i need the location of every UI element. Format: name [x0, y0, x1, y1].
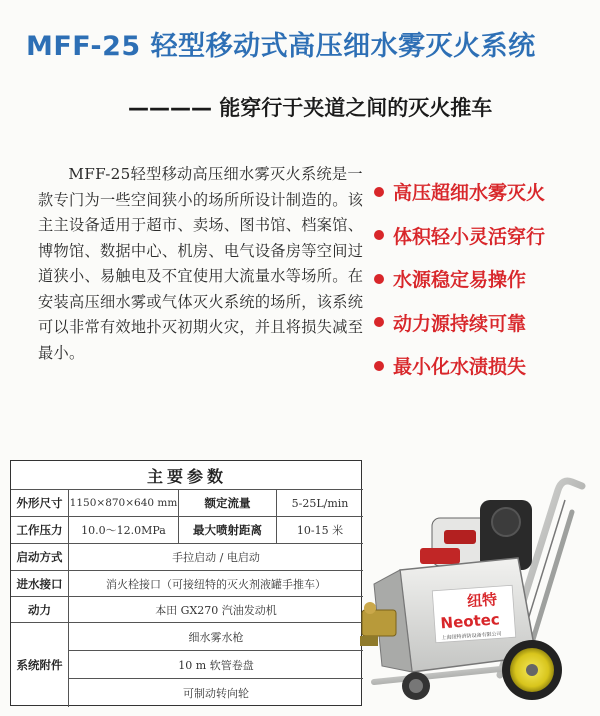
- spec-label-start: 启动方式: [11, 544, 69, 571]
- spec-value-power: 本田 GX270 汽油发动机: [69, 597, 363, 623]
- spec-label-inlet: 进水接口: [11, 571, 69, 597]
- feature-item: [374, 301, 545, 345]
- spec-value-start: 手拉启动 / 电启动: [69, 544, 363, 571]
- bullet-icon: [374, 274, 384, 284]
- feature-text: 动力源持续可靠: [393, 312, 527, 335]
- spec-table: [10, 460, 362, 706]
- feature-item: [374, 170, 545, 214]
- spec-label-size: 外形尺寸: [11, 490, 69, 517]
- feature-text: 水源稳定易操作: [393, 269, 527, 292]
- spec-label-flow: 额定流量: [179, 490, 277, 517]
- spec-value-inlet: 消火栓接口（可接纽特的灭火剂液罐手推车）: [69, 571, 363, 597]
- spec-accessory-item: 10 m 软管卷盘: [69, 651, 363, 679]
- logo-cn: 纽特: [466, 590, 498, 611]
- logo-company: 上海纽特消防设备有限公司: [441, 631, 502, 642]
- spec-value-size: 1150×870×640 mm: [69, 490, 179, 517]
- spec-value-flow: 5-25L/min: [277, 490, 363, 517]
- feature-text: 高压超细水雾灭火: [393, 182, 546, 205]
- logo-en: Neotec: [439, 610, 501, 633]
- spec-value-range: 10-15 米: [277, 517, 363, 544]
- feature-list: [374, 170, 545, 388]
- feature-item: [374, 214, 545, 258]
- spec-accessory-item: 细水雾水枪: [69, 623, 363, 651]
- feature-text: 体积轻小灵活穿行: [393, 225, 546, 248]
- spec-label-range: 最大喷射距离: [179, 517, 277, 544]
- bullet-icon: [374, 361, 384, 371]
- feature-item: [374, 344, 545, 388]
- feature-text: 最小化水渍损失: [393, 356, 527, 379]
- spec-label-pressure: 工作压力: [11, 517, 69, 544]
- product-description: MFF-25轻型移动高压细水雾灭火系统是一款专门为一些空间狭小的场所所设计制造的。该主主设备适用于超市、卖场、图书馆、档案馆、博物馆、数据中心、机房、电气设备房等空间过道狭小、易触电及不宜使用大流量水等场所。在安装高压细水雾或气体灭火系统的场所，该系统可以非常有效地扑灭初期火灾，并且将损失减至最小。: [38, 165, 364, 362]
- page-subtitle: ———— 能穿行于夹道之间的灭火推车: [128, 96, 493, 120]
- bullet-icon: [374, 317, 384, 327]
- page-title: MFF-25 轻型移动式高压细水雾灭火系统: [26, 31, 536, 62]
- spec-label-accessories: 系统附件: [11, 623, 69, 707]
- spec-label-power: 动力: [11, 597, 69, 623]
- bullet-icon: [374, 230, 384, 240]
- spec-table-header: 主要参数: [11, 461, 363, 490]
- feature-item: [374, 257, 545, 301]
- spec-value-pressure: 10.0～12.0MPa: [69, 517, 179, 544]
- bullet-icon: [374, 187, 384, 197]
- product-photo: [360, 460, 600, 716]
- spec-accessory-item: 可制动转向轮: [183, 687, 249, 700]
